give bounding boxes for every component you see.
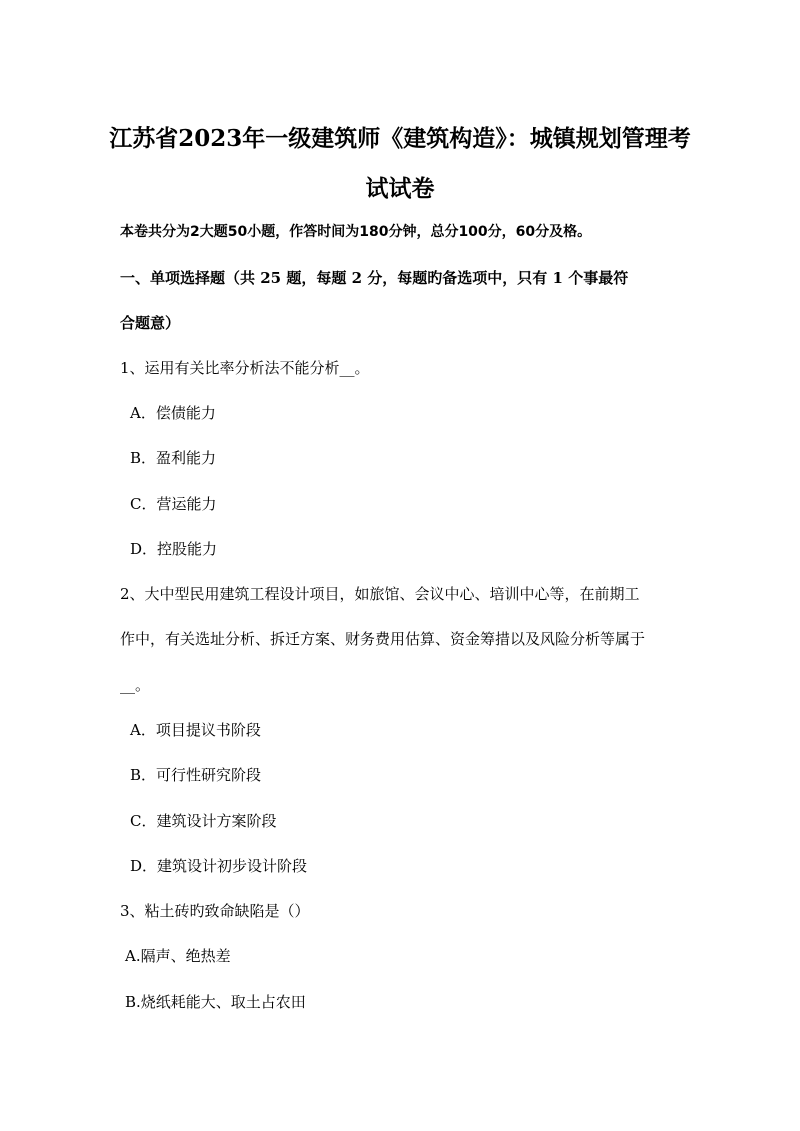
question-3-option-b: B.烧纸耗能大、取土占农田	[125, 993, 306, 1011]
section-heading-part-b: 题，每题	[286, 269, 347, 287]
section-heading-line-2: 合题意）	[120, 314, 181, 332]
section-question-score: 2	[351, 269, 363, 287]
question-3: 3、粘土砖旳致命缺陷是（）	[120, 902, 310, 920]
question-2-option-d: D．建筑设计初步设计阶段	[130, 857, 308, 875]
section-heading-part-d: 个事最符	[568, 269, 629, 287]
question-2-option-a: A．项目提议书阶段	[130, 721, 261, 739]
question-2-line-1: 2、大中型民用建筑工程设计项目，如旅馆、会议中心、培训中心等，在前期工	[120, 585, 640, 603]
question-1-option-b: B．盈利能力	[130, 449, 217, 467]
question-2-line-3: __。	[120, 676, 151, 694]
section-one-answer: 1	[552, 269, 563, 287]
question-1-option-c: C．营运能力	[130, 495, 217, 513]
section-heading-part-c: 分，每题旳备选项中，只有	[367, 269, 548, 287]
question-2-option-c: C．建筑设计方案阶段	[130, 812, 277, 830]
document-title-line-2: 试试卷	[365, 175, 435, 202]
exam-intro: 本卷共分为2大题50小题，作答时间为180分钟，总分100分，60分及格。	[120, 224, 592, 240]
document-title-line-1: 江苏省2023年一级建筑师《建筑构造》：城镇规划管理考	[109, 125, 691, 152]
question-2-line-2: 作中，有关选址分析、拆迁方案、财务费用估算、资金筹措以及风险分析等属于	[120, 630, 646, 648]
question-1-option-a: A．偿债能力	[130, 404, 216, 422]
section-heading	[120, 268, 628, 288]
section-heading-part-a: 一、单项选择题（共	[120, 269, 256, 287]
section-question-count: 25	[260, 269, 282, 287]
question-1-option-d: D．控股能力	[130, 540, 218, 558]
question-2-option-b: B．可行性研究阶段	[130, 766, 262, 784]
question-3-option-a: A.隔声、绝热差	[125, 947, 231, 965]
question-1: 1、运用有关比率分析法不能分析__。	[120, 359, 370, 377]
